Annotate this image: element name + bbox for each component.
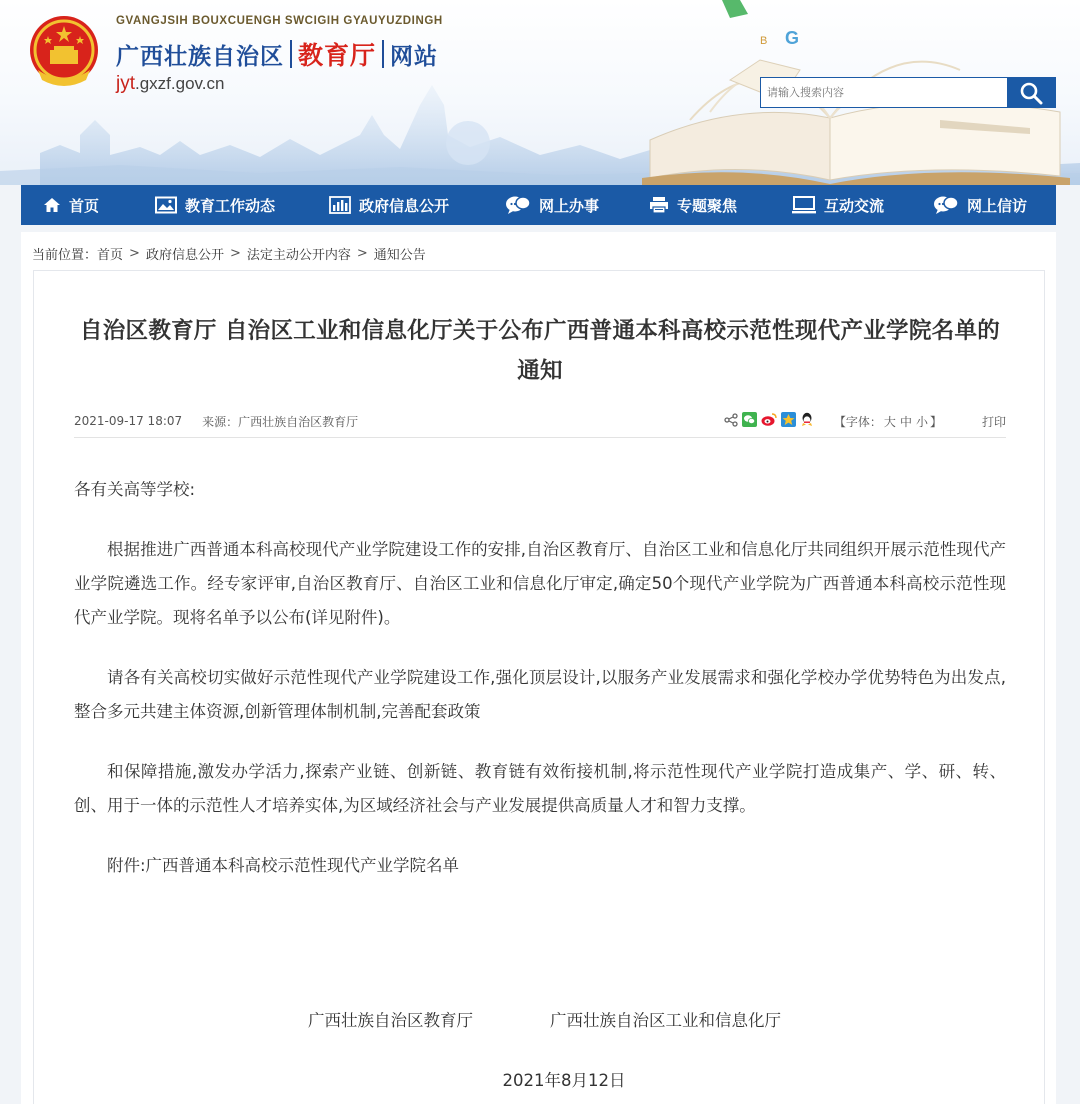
site-domain (116, 73, 224, 95)
nav-item-label: 政府信息公开 (359, 196, 450, 215)
title-divider (290, 40, 292, 68)
attachment-link[interactable]: 附件:广西普通本科高校示范性现代产业学院名单 (107, 856, 460, 875)
publish-date: 2021-09-17 18:07 (74, 414, 183, 428)
national-emblem-logo (28, 14, 100, 90)
breadcrumb-statutory[interactable]: 法定主动公开内容 (246, 248, 351, 263)
sign-date: 2021年8月12日 (502, 1071, 626, 1090)
share-icon[interactable] (724, 413, 738, 430)
nav-item-special-topics[interactable] (649, 185, 737, 225)
main-navigation (21, 185, 1056, 225)
article-body (74, 473, 1006, 909)
share-icons (720, 412, 814, 430)
site-domain-rest: .gxzf.gov.cn (135, 74, 225, 93)
site-title-site: 网站 (390, 42, 439, 70)
nav-item-gov-info[interactable] (329, 185, 449, 225)
breadcrumb-gov-info[interactable]: 政府信息公开 (145, 248, 224, 263)
breadcrumb-home[interactable]: 首页 (97, 248, 124, 263)
weibo-icon[interactable] (761, 412, 777, 430)
font-size-large[interactable]: 大 (883, 414, 896, 429)
nav-item-education-news[interactable] (155, 185, 275, 225)
font-size-medium[interactable]: 中 (899, 414, 912, 429)
nav-item-label: 互动交流 (824, 196, 885, 215)
article-tools (720, 412, 1006, 430)
font-size-label-close: 】 (929, 414, 942, 429)
nav-item-label: 专题聚焦 (677, 196, 738, 215)
breadcrumb-prefix: 当前位置： (32, 248, 98, 263)
article-title: 自治区教育厅 自治区工业和信息化厅关于公布广西普通本科高校示范性现代产业学院名单的通知 (79, 318, 1001, 384)
site-domain-accent: jyt (116, 73, 135, 94)
site-title-dept: 教育厅 (298, 41, 377, 70)
bar-chart-icon (329, 196, 351, 214)
breadcrumb-separator: > (356, 246, 368, 261)
breadcrumb-notices[interactable]: 通知公告 (373, 248, 426, 263)
nav-item-label: 教育工作动态 (185, 196, 276, 215)
site-english-name: GVANGJSIH BOUXCUENGH SWCIGIH GYAUYUZDINGH (116, 15, 443, 27)
printer-icon (649, 196, 669, 214)
svg-text:B: B (760, 35, 768, 47)
home-icon (43, 196, 61, 214)
paragraph: 和保障措施,激发办学活力,探索产业链、创新链、教育链有效衔接机制,将示范性现代产业学院打造成集产、学、研、转、创、用于一体的示范性人才培养实体,为区域经济社会与产业发展提供高质量人才和智力支撑。 (74, 762, 1006, 815)
salutation: 各有关高等学校: (74, 480, 196, 499)
paragraph: 根据推进广西普通本科高校现代产业学院建设工作的安排,自治区教育厅、自治区工业和信息化厅共同组织开展示范性现代产业学院遴选工作。经专家评审,自治区教育厅、自治区工业和信息化厅审定,确定50个现代产业学院为广西普通本科高校示范性现代产业学院。现将名单予以公布(详见附件)。 (74, 540, 1006, 627)
font-size-small[interactable]: 小 (915, 414, 928, 429)
monitor-icon (792, 196, 816, 214)
search-button[interactable] (1007, 78, 1055, 107)
nav-item-home[interactable] (43, 185, 99, 225)
search-input[interactable] (761, 78, 1007, 107)
signature-industry-dept: 广西壮族自治区工业和信息化厅 (550, 1011, 781, 1030)
breadcrumb-separator: > (129, 246, 140, 261)
svg-text:G: G (785, 28, 800, 48)
breadcrumb-separator: > (229, 246, 241, 261)
paragraph: 请各有关高校切实做好示范性现代产业学院建设工作,强化顶层设计,以服务产业发展需求和强化学校办学优势特色为出发点,整合多元共建主体资源,创新管理体制机制,完善配套政策 (74, 668, 1006, 721)
search-icon (1019, 81, 1043, 105)
signatures (74, 1007, 1006, 1035)
font-size-label-open: 【字体： (833, 414, 882, 429)
search-bar (760, 77, 1056, 108)
meta-divider (74, 437, 1006, 438)
breadcrumb (32, 244, 426, 263)
title-divider (382, 40, 384, 68)
nav-item-online-service[interactable] (505, 185, 599, 225)
nav-item-label: 网上办事 (539, 196, 600, 215)
print-button[interactable]: 打印 (981, 414, 1006, 429)
chat-bubble-icon (933, 195, 959, 215)
image-icon (155, 196, 177, 214)
signature-education-dept: 广西壮族自治区教育厅 (308, 1011, 473, 1030)
qq-icon[interactable] (800, 412, 814, 430)
main-content (21, 232, 1056, 1104)
article (33, 270, 1045, 1104)
font-size-control (834, 413, 942, 430)
site-header (0, 0, 1080, 185)
nav-item-label: 网上信访 (967, 196, 1028, 215)
article-meta (74, 409, 1006, 433)
site-title-region: 广西壮族自治区 (116, 42, 284, 70)
wechat-icon[interactable] (742, 412, 757, 430)
site-title[interactable] (116, 36, 438, 72)
qzone-icon[interactable] (781, 412, 796, 430)
chat-bubble-icon (505, 195, 531, 215)
nav-item-interaction[interactable] (792, 185, 884, 225)
nav-item-online-petition[interactable] (933, 185, 1027, 225)
article-source: 来源：广西壮族自治区教育厅 (202, 414, 359, 429)
nav-item-label: 首页 (69, 196, 100, 215)
